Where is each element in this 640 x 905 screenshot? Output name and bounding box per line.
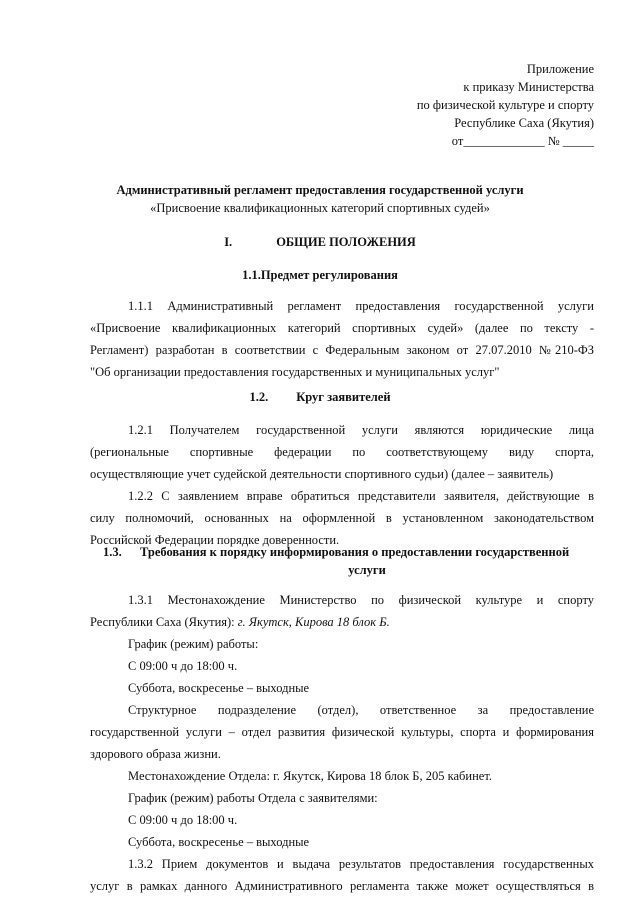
text-line: осуществляющие учет судейской деятельности спортивного судьи) (далее – заявитель) [90, 467, 554, 481]
text-line: «Присвоение квалификационных категорий спортивных судей» (далее по тексту - [90, 321, 594, 335]
address-text: г. Якутск, Кирова 18 блок Б. [237, 615, 390, 629]
subsection-heading-1-1: 1.1.Предмет регулирования [242, 268, 398, 282]
header-line-4: Республике Саха (Якутия) [454, 116, 594, 130]
text-line: (региональные спортивные федерации по соответствующему виду спорта, [90, 445, 594, 459]
text-line: государственной услуги – отдел развития физической культуры, спорта и формирования [90, 725, 594, 739]
text-line: С 09:00 ч до 18:00 ч. [128, 659, 238, 673]
text-line: Суббота, воскресенье – выходные [128, 681, 310, 695]
subsection-number: 1.2. [249, 390, 269, 404]
text-prefix: Республики Саха (Якутия): [90, 615, 238, 629]
text-line: 1.2.1 Получателем государственной услуги являются юридические лица [128, 423, 594, 437]
text-line: Регламент) разработан в соответствии с Федеральным законом от 27.07.2010 №210-ФЗ [90, 343, 594, 357]
document-subtitle: «Присвоение квалификационных категорий спортивных судей» [150, 201, 490, 215]
paragraph-1-3-2 [90, 853, 594, 897]
text-line: 1.1.1 Административный регламент предоставления государственной услуги [128, 299, 594, 313]
header-line-5: от_____________ № _____ [451, 134, 594, 148]
section-title: ОБЩИЕ ПОЛОЖЕНИЯ [276, 235, 416, 249]
subsection-title-line-1: Требования к порядку информирования о предоставлении государственной [140, 545, 570, 559]
paragraph-department [90, 699, 594, 765]
header-line-2: к приказу Министерства [463, 80, 594, 94]
section-heading [60, 234, 580, 251]
subsection-heading-1-2 [60, 389, 580, 406]
header-line-3: по физической культуре и спорту [416, 98, 594, 112]
paragraph-1-2-2 [90, 485, 594, 551]
paragraph-department-info [90, 765, 594, 853]
document-title: Административный регламент предоставления государственной услуги [116, 183, 524, 197]
section-number: I. [224, 235, 233, 249]
text-line: 1.3.2 Прием документов и выдача результатов предоставления государственных [128, 857, 594, 871]
text-line: 1.2.2 С заявлением вправе обратиться представители заявителя, действующие в [128, 489, 594, 503]
paragraph-1-2-1 [90, 419, 594, 485]
text-line [90, 611, 594, 633]
text-line: График (режим) работы: [128, 637, 259, 651]
subsection-title: Круг заявителей [296, 390, 391, 404]
text-line: услуг в рамках данного Административного регламента также может осуществляться в [90, 879, 594, 893]
text-line: Структурное подразделение (отдел), ответственное за предоставление [128, 703, 594, 717]
text-line: Местонахождение Отдела: г. Якутск, Кирова 18 блок Б, 205 кабинет. [128, 769, 492, 783]
text-line: "Об организации предоставления государственных и муниципальных услуг" [90, 365, 500, 379]
subsection-title-line-2: услуги [348, 563, 386, 577]
text-line: 1.3.1 Местонахождение Министерство по физической культуре и спорту [128, 593, 594, 607]
text-line: Суббота, воскресенье – выходные [128, 835, 310, 849]
text-line: С 09:00 ч до 18:00 ч. [128, 813, 238, 827]
paragraph-1-1-1 [90, 295, 594, 383]
text-line: здорового образа жизни. [90, 747, 221, 761]
paragraph-1-3-1 [90, 589, 594, 699]
header-line-1: Приложение [526, 62, 594, 76]
text-line: силу полномочий, основанных на оформленной в установленном законодательством [90, 511, 594, 525]
subsection-number: 1.3. [103, 545, 122, 559]
text-line: Российской Федерации порядке доверенности. [90, 533, 340, 547]
text-line: График (режим) работы Отдела с заявителями: [128, 791, 378, 805]
